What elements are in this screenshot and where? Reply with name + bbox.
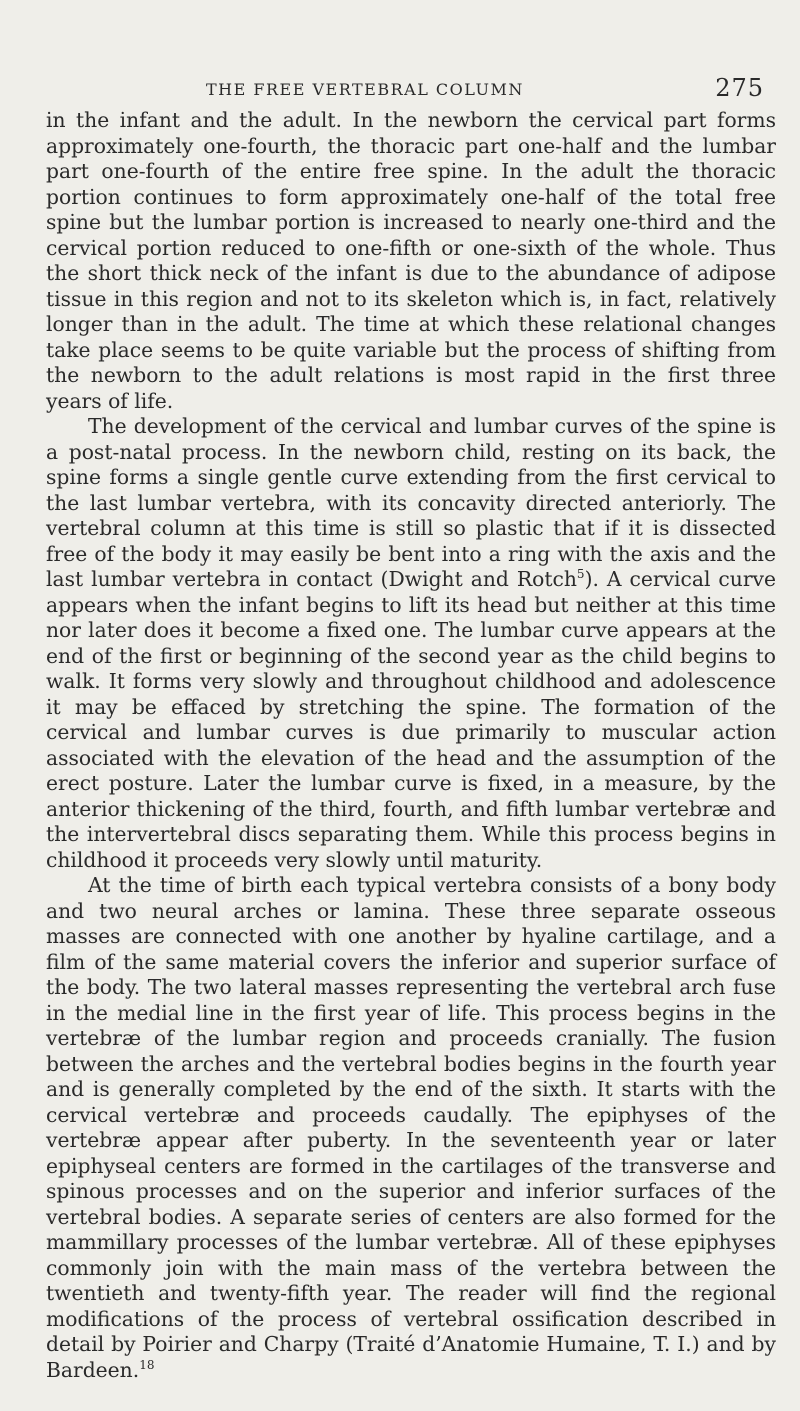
- footnote-reference[interactable]: 5: [576, 567, 585, 581]
- paragraph-text: The development of the cervical and lumbar curves of the spine is a post-natal process. In the newborn child, resting on its back, the spine forms a single gentle curve extending from the first cervical to the last lumbar vertebra, with its concavity directed anteriorly. The vertebral column at this time is still so plastic that if it is dissected free of the body it may easily be bent into a ring with the axis and the last lumbar vertebra in contact (Dwight and Rotch: [46, 414, 776, 591]
- running-title: THE FREE VERTEBRAL COLUMN: [206, 80, 524, 99]
- paragraph-text: ). A cervical curve appears when the infant begins to lift its head but neither at this time nor later does it become a fixed one. The lumbar curve appears at the end of the first or beginning of the second year as the child begins to walk. It forms very slowly and throughout childhood and adolescence it may be effaced by stretching the spine. The formation of the cervical and lumbar curves is due primarily to muscular action associated with the elevation of the head and the assumption of the erect posture. Later the lumbar curve is fixed, in a measure, by the anterior thickening of the third, fourth, and fifth lumbar vertebræ and the intervertebral discs separating them. While this process begins in childhood it proceeds very slowly until maturity.: [46, 567, 777, 872]
- paragraph-text: At the time of birth each typical vertebra consists of a bony body and two neural arches or lamina. These three separate osseous masses are connected with one another by hyaline cartilage, and a film of the same material covers the inferior and superior surface of the body. The two lateral masses representing the vertebral arch fuse in the medial line in the first year of life. This process begins in the vertebræ of the lumbar region and proceeds cranially. The fusion between the arches and the vertebral bodies begins in the fourth year and is generally completed by the end of the sixth. It starts with the cervical vertebræ and proceeds caudally. The epiphyses of the vertebræ appear after puberty. In the seventeenth year or later epiphyseal centers are formed in the cartilages of the transverse and spinous processes and on the superior and inferior surfaces of the vertebral bodies. A separate series of centers are also formed for the mammillary processes of the lumbar vertebræ. All of these epiphyses commonly join with the main mass of the vertebra between the twentieth and twenty-fifth year. The reader will find the regional modifications of the process of vertebral ossification described in detail by Poirier and Charpy (Traité d’Anatomie Humaine, T. I.) and by Bardeen.: [46, 873, 776, 1382]
- page-number: 275: [715, 74, 764, 102]
- paragraph-spinal-curves: [46, 414, 776, 873]
- running-head: [46, 74, 768, 104]
- paragraph-text: in the infant and the adult. In the newborn the cervical part forms approximately one-fourth, the thoracic part one-half and the lumbar part one-fourth of the entire free spine. In the adult the thoracic portion continues to form approximately one-half of the total free spine but the lumbar portion is increased to nearly one-third and the cervical portion reduced to one-fifth or one-sixth of the whole. Thus the short thick neck of the infant is due to the abundance of adipose tissue in this region and not to its skeleton which is, in fact, relatively longer than in the adult. The time at which these relational changes take place seems to be quite variable but the process of shifting from the newborn to the adult relations is most rapid in the first three years of life.: [46, 108, 776, 413]
- footnote-reference[interactable]: 18: [139, 1357, 155, 1372]
- body-text: [46, 108, 776, 1383]
- paragraph-continuation: [46, 108, 776, 414]
- paragraph-ossification: [46, 873, 776, 1383]
